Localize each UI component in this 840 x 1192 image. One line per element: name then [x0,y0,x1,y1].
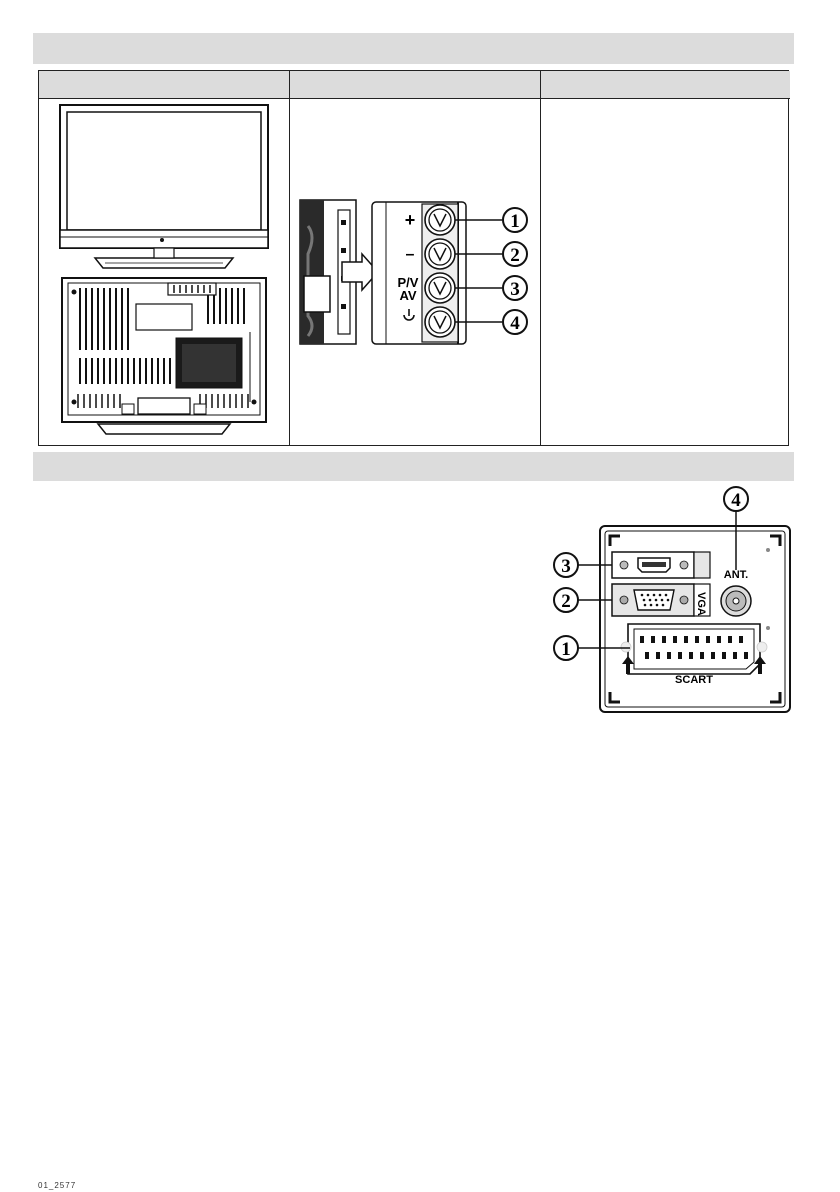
scart-pin [728,636,732,643]
vga-label: VGA [695,592,707,616]
svg-text:1: 1 [561,639,571,660]
scart-pin [667,652,671,659]
scart-pin [684,636,688,643]
scart-label: SCART [675,674,713,686]
callout-3 [503,276,527,300]
control-button [425,239,455,269]
program-volume-label: P/V [397,275,419,290]
table-column-divider [540,71,541,445]
scart-pin [706,636,710,643]
scart-pin [689,652,693,659]
side-controls-illustration [298,196,538,346]
callout-1 [554,636,578,660]
scart-pin [744,652,748,659]
av-label: AV [399,288,417,303]
tv-front-view [60,105,268,268]
callout-4 [724,487,748,511]
callout-2 [554,588,578,612]
scart-pin [673,636,677,643]
volume-up-label: + [404,210,416,230]
vga-connector [612,584,710,616]
svg-text:4: 4 [731,490,741,511]
section-header-controls [33,33,794,64]
svg-text:3: 3 [510,279,520,300]
table-header-cell-1 [39,71,289,99]
scart-pin [656,652,660,659]
callout-3 [554,553,578,577]
svg-text:1: 1 [510,211,520,232]
scart-pin [717,636,721,643]
svg-text:4: 4 [510,313,520,334]
scart-pin [739,636,743,643]
scart-pin [662,636,666,643]
scart-pin [722,652,726,659]
scart-pin [733,652,737,659]
tv-back-view [62,278,266,434]
ant-label: ANT. [723,569,749,581]
svg-text:3: 3 [561,556,571,577]
scart-pin [651,636,655,643]
tv-front-back-illustration [50,102,280,438]
callout-4 [503,310,527,334]
antenna-connector [721,586,751,616]
scart-pin [695,636,699,643]
table-header-cell-3 [540,71,790,99]
volume-down-label: – [405,246,415,263]
callout-1 [503,208,527,232]
callout-2 [503,242,527,266]
rear-connectors-illustration [550,484,796,716]
control-button [425,273,455,303]
table-header-cell-2 [289,71,540,99]
scart-pin [678,652,682,659]
scart-pin [700,652,704,659]
svg-text:2: 2 [561,591,571,612]
control-button [425,205,455,235]
scart-pin [711,652,715,659]
control-button [425,307,455,337]
scart-pin [640,636,644,643]
scart-pin [645,652,649,659]
footer-code: 01_2577 [38,1181,77,1190]
hdmi-connector [612,552,710,578]
table-column-divider [289,71,290,445]
scart-connector [621,624,767,674]
svg-text:2: 2 [510,245,520,266]
section-header-connections [33,452,794,481]
